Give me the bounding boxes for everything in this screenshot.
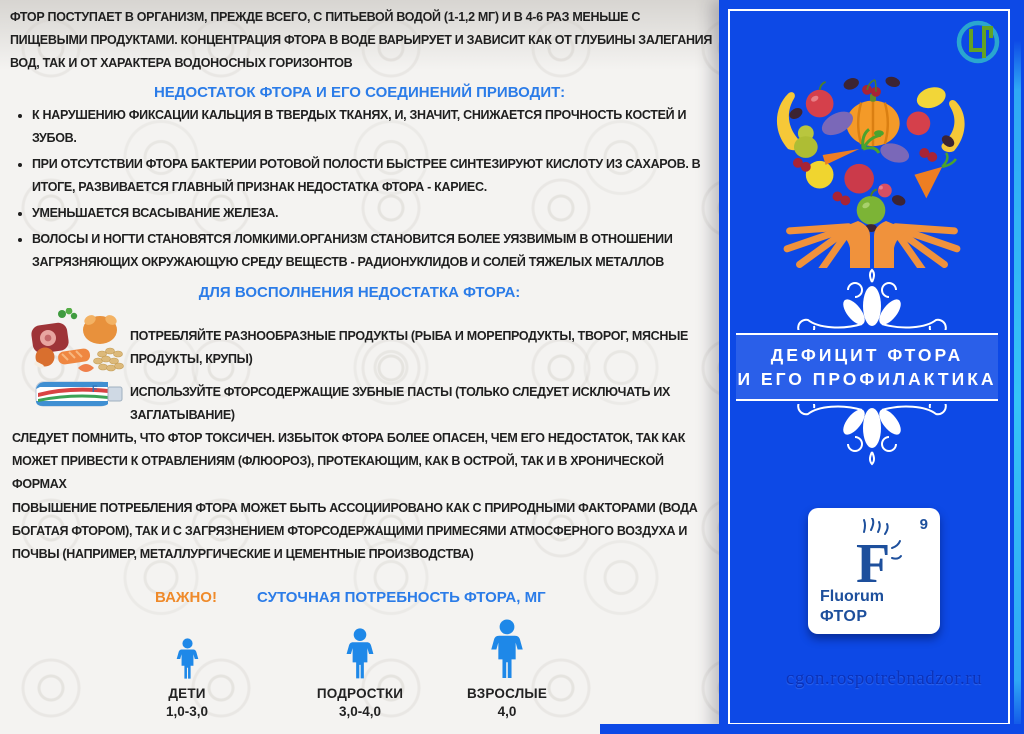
deficiency-item: • К НАРУШЕНИЮ ФИКСАЦИИ КАЛЬЦИЯ В ТВЕРДЫХ ТКАНЯХ, И, ЗНАЧИТ, СНИЖАЕТСЯ ПРОЧНОСТЬ КОСТЕЙ И ЗУБОВ. — [32, 104, 730, 150]
cgon-logo-icon — [954, 18, 1002, 66]
deficiency-list — [14, 104, 730, 277]
group-adults — [432, 617, 582, 719]
teen-person-icon — [343, 628, 377, 680]
group-label: ВЗРОСЛЫЕ — [466, 686, 548, 701]
white-flourish-bottom — [782, 404, 962, 466]
element-russian-name: ФТОР — [820, 608, 868, 625]
child-person-icon — [174, 638, 201, 680]
replenish-item-toothpaste: ИСПОЛЬЗУЙТЕ ФТОРСОДЕРЖАЩИЕ ЗУБНЫЕ ПАСТЫ (ТОЛЬКО СЛЕДУЕТ ИСКЛЮЧАТЬ ИХ ЗАГЛАТЫВАНИЕ) — [130, 385, 671, 422]
white-flourish-top — [782, 268, 962, 330]
element-latin-name: Fluorum — [820, 588, 884, 605]
svg-text:F: F — [92, 384, 98, 394]
panel-title-line2: И ЕГО ПРОФИЛАКТИКА — [737, 369, 997, 389]
panel-title-line1: ДЕФИЦИТ ФТОРА — [770, 345, 964, 365]
bottom-blue-strip — [600, 724, 1024, 734]
toxicity-paragraph: СЛЕДУЕТ ПОМНИТЬ, ЧТО ФТОР ТОКСИЧЕН. ИЗБЫТОК ФТОРА БОЛЕЕ ОПАСЕН, ЧЕМ ЕГО НЕДОСТАТОК, ТАК КАК МОЖЕТ ПРИВЕСТИ К ОТРАВЛЕНИЯМ (ФЛЮОРОЗ), ПРОТЕКАЮЩИМ, КАК В ОСТРОЙ, ТАК И В ХРОНИЧЕСКОЙ ФОРМАХ — [12, 431, 686, 491]
element-number: 9 — [919, 516, 928, 533]
group-label: ПОДРОСТКИ — [316, 686, 404, 701]
svg-text:F: F — [856, 533, 891, 590]
sources-paragraph: ПОВЫШЕНИЕ ПОТРЕБЛЕНИЯ ФТОРА МОЖЕТ БЫТЬ АССОЦИИРОВАНО КАК С ПРИРОДНЫМИ ФАКТОРАМИ (ВОДА БОГАТАЯ ФТОРОМ), ТАК И С ЗАГРЯЗНЕНИЕМ ФТОРСОДЕРЖАЩИМИ ПРИМЕСЯМИ АТМОСФЕРНОГО ВОЗДУХА И ПОЧВЫ (НАПРИМЕР, МЕТАЛЛУРГИЧЕСКИЕ И ЦЕМЕНТНЫЕ ПРОИЗВОДСТВА) — [12, 501, 698, 561]
watermark-url: cgon.rospotrebnadzor.ru — [785, 668, 983, 689]
fluorine-element-card — [808, 508, 940, 634]
replenish-item-foods: ПОТРЕБЛЯЙТЕ РАЗНООБРАЗНЫЕ ПРОДУКТЫ (РЫБА И МОРЕПРОДУКТЫ, ТВОРОГ, МЯСНЫЕ ПРОДУКТЫ, КРУПЫ) — [130, 329, 689, 366]
deficiency-item: • ВОЛОСЫ И НОГТИ СТАНОВЯТСЯ ЛОМКИМИ.ОРГАНИЗМ СТАНОВИТСЯ БОЛЕЕ УЯЗВИМЫМ В ОТНОШЕНИИ ЗАГРЯЗНЯЮЩИХ ОКРУЖАЮЩУЮ СРЕДУ ВЕЩЕСТВ - РАДИОНУКЛИДОВ И СОЛЕЙ ТЯЖЕЛЫХ МЕТАЛЛОВ — [32, 228, 730, 274]
intro-paragraph: ФТОР ПОСТУПАЕТ В ОРГАНИЗМ, ПРЕЖДЕ ВСЕГО, С ПИТЬЕВОЙ ВОДОЙ (1-1,2 МГ) И В 4-6 РАЗ МЕНЬШЕ С ПИЩЕВЫМИ ПРОДУКТАМИ. КОНЦЕНТРАЦИЯ ФТОРА В ВОДЕ ВАРЬИРУЕТ И ЗАВИСИТ КАК ОТ ГЛУБИНЫ ЗАЛЕГАНИЯ ВОД, ТАК И ОТ ХАРАКТЕРА ВОДОНОСНЫХ ГОРИЗОНТОВ — [10, 10, 713, 70]
cyan-edge-stripe — [1014, 0, 1021, 734]
group-teens — [285, 626, 435, 719]
daily-need-heading: СУТОЧНАЯ ПОТРЕБНОСТЬ ФТОРА, МГ — [257, 589, 546, 606]
adult-person-icon — [487, 619, 527, 680]
flaming-f-icon — [834, 518, 914, 590]
important-label: ВАЖНО! — [155, 589, 217, 606]
toothpaste-icon — [34, 377, 126, 413]
giving-hands-icon — [752, 196, 992, 268]
group-value: 3,0-4,0 — [338, 704, 382, 719]
group-label: ДЕТИ — [168, 686, 206, 701]
deficiency-item: • УМЕНЬШАЕТСЯ ВСАСЫВАНИЕ ЖЕЛЕЗА. — [32, 202, 730, 225]
group-children — [112, 636, 262, 719]
group-value: 1,0-3,0 — [165, 704, 209, 719]
protein-foods-icon — [28, 308, 128, 376]
panel-title — [736, 333, 998, 401]
deficiency-heading: НЕДОСТАТОК ФТОРА И ЕГО СОЕДИНЕНИЙ ПРИВОДИТ: — [153, 84, 566, 101]
group-value: 4,0 — [497, 704, 517, 719]
replenish-heading: ДЛЯ ВОСПОЛНЕНИЯ НЕДОСТАТКА ФТОРА: — [198, 284, 521, 301]
deficiency-item: • ПРИ ОТСУТСТВИИ ФТОРА БАКТЕРИИ РОТОВОЙ ПОЛОСТИ БЫСТРЕЕ СИНТЕЗИРУЮТ КИСЛОТУ ИЗ САХАРОВ. В ИТОГЕ, РАЗВИВАЕТСЯ ГЛАВНЫЙ ПРИЗНАК НЕДОСТАТКА ФТОРА - КАРИЕС. — [32, 153, 730, 199]
